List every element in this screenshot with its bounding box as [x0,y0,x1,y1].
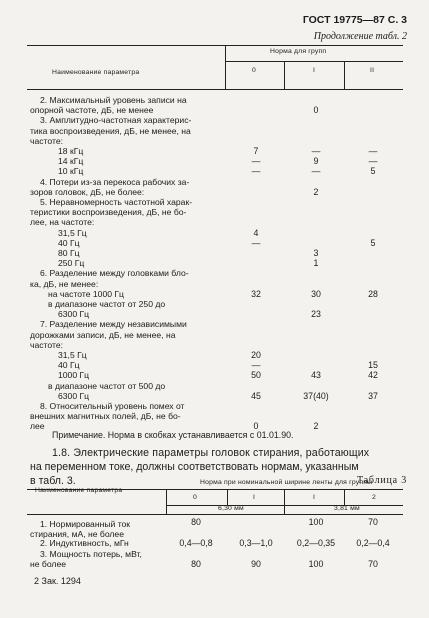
t3-group-1: I [253,494,256,501]
table-cell-group-2: 15 [368,360,378,371]
table-row-label: 1000 Гц [58,370,90,381]
paragraph-1-8-line-2: на переменном токе, должны соответствовать нормам, указанным [30,461,359,473]
table-cell-group-2: — [368,156,378,167]
table-row-label: на частоте 1000 Гц [48,288,124,299]
paragraph-1-8-line-1: 1.8. Электрические параметры головок стирания, работающих [52,447,370,459]
table-row-label: 6. Разделение между головками бло- [40,268,189,279]
page-title: ГОСТ 19775—87 С. 3 [302,14,407,26]
table-row-label: лее [30,421,45,432]
table-row-label: тика воспроизведения, дБ, не менее, на [30,125,191,136]
t3-width-6-30: 6,30 мм [218,505,244,512]
table-row-label: 14 кГц [58,156,84,167]
table-cell-group-2: 28 [368,288,378,299]
footer-order-number: 2 Зак. 1294 [34,576,81,586]
table-cell-group-1: 37(40) [303,390,329,401]
table-row-label: 10 кГц [58,166,84,177]
table-cell-group-1: 1 [313,258,319,269]
table-cell-group-1: 0,3—1,0 [239,538,273,548]
table-cell-group-2: 5 [370,166,376,177]
table-row-label: внешних магнитных полей, дБ, не бо- [30,411,181,422]
table-row-label: частоте: [30,339,63,350]
table-cell-group-0: 32 [251,288,261,299]
table-row-label: 7. Разделение между независимыми [40,319,187,330]
table-row-label: 6300 Гц [58,390,90,401]
table-cell-group-0: — [251,166,261,177]
table-row-label: 3. Амплитудно-частотная характерис- [40,115,192,126]
table-cell-group-2: 5 [370,237,376,248]
table-note: Примечание. Норма в скобках устанавливается с 01.01.90. [52,430,294,440]
table-cell-group-0: 20 [251,350,261,360]
table-cell-group-1: 43 [311,370,321,381]
table-cell-group-2: 100 [308,559,324,569]
table-row-label: 40 Гц [58,237,80,248]
table-row-label: стирания, мА, не более [30,529,124,540]
table-row-label: 8. Относительный уровень помех от [40,401,185,411]
table-cell-group-2: 37 [368,390,378,401]
table-cell-group-0: 0,4—0,8 [179,538,213,548]
t3-group-2: I [313,494,316,501]
table-row-label: опорной частоте, дБ, не менее [30,105,154,116]
table-row-label: дорожками записи, дБ, не менее, на [30,329,176,340]
table-row-label: 1. Нормированный ток [40,519,131,529]
table-row-label: 5. Неравномерность частотной харак- [40,197,193,207]
table-cell-group-1: 2 [313,421,319,432]
table-row-label: не более [30,559,66,570]
table-cell-group-2: 0,2—0,35 [296,538,336,548]
table-cell-group-0: — [251,156,261,167]
table-cell-group-2: 42 [368,370,378,381]
table-cell-group-3: 0,2—0,4 [356,538,390,548]
table-cell-group-2: 100 [308,517,324,527]
table-row-label: 31,5 Гц [58,227,87,238]
table-row-label: 18 кГц [58,146,84,156]
table-row-label: 31,5 Гц [58,350,87,360]
table-row-label: в диапазоне частот от 250 до [48,299,166,309]
table-cell-group-0: 0 [253,421,259,432]
table-row-label: зоров головок, дБ, не более: [30,186,145,197]
t3-group-0: 0 [193,494,197,501]
table-row-label: 80 Гц [58,248,80,258]
table-row-label: 3. Мощность потерь, мВт, [40,549,142,559]
table-cell-group-0: 50 [251,370,261,381]
table-cell-group-0: 80 [191,517,201,527]
table-cell-group-1: 30 [311,288,321,299]
table-row-label: частоте: [30,135,63,146]
table-row-label: лее, на частоте: [30,217,95,228]
table-cell-group-1: 3 [313,248,319,258]
table-cell-group-2: — [368,146,378,156]
table-row-label: 2. Максимальный уровень записи на [40,95,187,105]
table-row-label: в диапазоне частот от 500 до [48,380,166,391]
column-header-norm: Норма для групп [270,48,327,55]
table-cell-group-3: 70 [368,559,378,569]
table-row-label: теристики воспроизведения, дБ, не бо- [30,207,187,218]
table-row-label: 6300 Гц [58,309,90,320]
group-header-0: 0 [252,67,256,74]
paragraph-1-8-line-3: в табл. 3. [30,475,76,487]
group-header-2: II [370,67,375,74]
table-cell-group-1: 9 [313,156,319,167]
table-3-caption: Таблица 3 [357,475,407,486]
table-continuation-label: Продолжение табл. 2 [313,31,407,42]
table-cell-group-1: 0 [313,105,319,116]
table-cell-group-0: 80 [191,559,201,569]
table-row-label: ка, дБ, не менее: [30,278,99,289]
table-cell-group-1: — [311,166,321,177]
table-cell-group-1: 23 [311,309,321,320]
table-cell-group-1: 2 [313,186,319,197]
table-cell-group-1: 90 [251,559,261,569]
column-header-parameter: Наименование параметра [52,69,140,76]
table-cell-group-0: — [251,237,261,248]
table-cell-group-1: — [311,146,321,156]
table-row-label: 250 Гц [58,258,85,269]
group-header-1: I [313,67,316,74]
t3-group-3: 2 [372,494,376,501]
t3-column-header-parameter: Наименование параметра [35,487,123,494]
table-cell-group-0: 4 [253,227,259,238]
table-cell-group-3: 70 [368,517,378,527]
table-row-label: 2. Индуктивность, мГн [40,538,129,548]
t3-width-3-81: 3,81 мм [334,505,360,512]
t3-column-header-norm: Норма при номинальной ширине ленты для группы [200,479,373,486]
table-row-label: 40 Гц [58,360,80,371]
table-row-label: 4. Потери из-за перекоса рабочих за- [40,176,190,187]
table-cell-group-0: 7 [253,146,259,156]
table-cell-group-0: 45 [251,390,261,401]
table-cell-group-0: — [251,360,261,371]
